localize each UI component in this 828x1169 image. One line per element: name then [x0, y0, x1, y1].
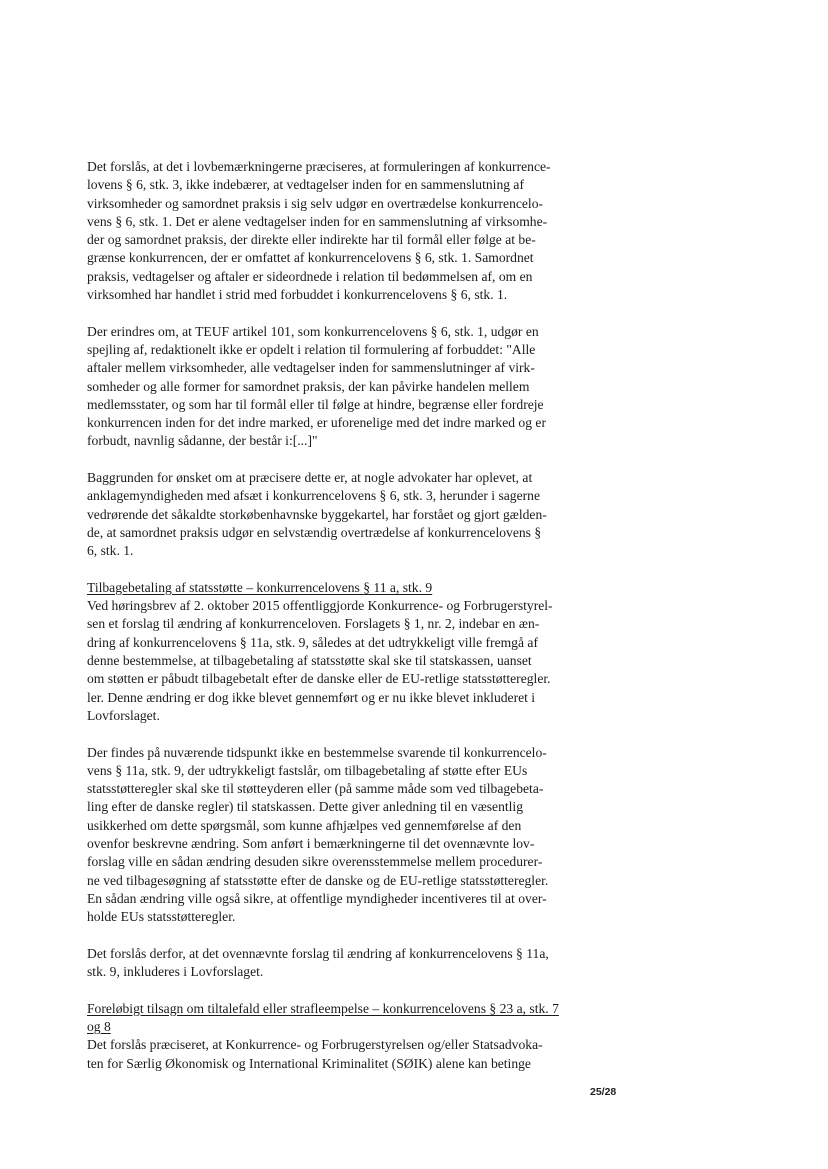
- paragraph-consultation-letter: Ved høringsbrev af 2. oktober 2015 offentliggjorde Konkurrence- og Forbrugerstyrel- sen et forslag til ændring af konkurrenceloven. Forslagets § 1, nr. 2, indebar en æn- dring af konkurrencelovens § 11a, stk. 9, således at det udtrykkeligt ville fremgå af denne bestemmelse, at tilbagebetaling af statsstøtte skal ske til statskassen, uanset om støtten er påbudt tilbagebetalt efter de danske eller de EU-retlige statsstøtteregler. ler. Denne ændring er dog ikke blevet gennemført og er nu ikke blevet inkluderet i Lovforslaget.: [87, 598, 553, 723]
- paragraph-proposal-inclusion: Det forslås derfor, at det ovennævnte forslag til ændring af konkurrencelovens § 11a, stk. 9, inkluderes i Lovforslaget.: [87, 945, 549, 980]
- section-heading-state-aid-repayment: Tilbagebetaling af statsstøtte – konkurrencelovens § 11 a, stk. 9: [87, 579, 433, 595]
- paragraph-soik-clarification: Det forslås præciseret, at Konkurrence- og Forbrugerstyrelsen og/eller Statsadvoka- ten for Særlig Økonomisk og International Kriminalitet (SØIK) alene kan betinge: [87, 1037, 543, 1071]
- paragraph-teuf-article-101: Der erindres om, at TEUF artikel 101, som konkurrencelovens § 6, stk. 1, udgør en spejling af, redaktionelt ikke er opdelt i relation til formulering af forbuddet: "Alle aftaler mellem virksomheder, alle vedtagelser inden for sammenslutninger af virk- somheder og alle former for samordnet praksis, der kan påvirke handelen mellem medlemsstater, og som har til formål eller til følge at hindre, begrænse eller fordreje konkurrencen inden for det indre marked, er uforenelige med det indre marked og er forbudt, navnlig sådanne, der består i:[...]": [87, 323, 546, 449]
- paragraph-background: Baggrunden for ønsket om at præcisere dette er, at nogle advokater har oplevet, at anklagemyndigheden med afsæt i konkurrencelovens § 6, stk. 3, herunder i sagerne vedrørende det såkaldte storkøbenhavnske byggekartel, har forstået og gjort gælden- de, at samordnet praksis udgør en selvstændig overtrædelse af konkurrencelovens § 6, stk. 1.: [87, 470, 547, 559]
- document-body: [87, 158, 607, 1073]
- section-heading-preliminary-commitment: Foreløbigt tilsagn om tiltalefald eller strafleempelse – konkurrencelovens § 23 a, stk. 7 og 8: [87, 1000, 559, 1034]
- paragraph-proposal-clarification: Det forslås, at det i lovbemærkningerne præciseres, at formuleringen af konkurrence- lovens § 6, stk. 3, ikke indebærer, at vedtagelser inden for en sammenslutning af virksomheder og samordnet praksis i sig selv udgør en overtrædelse konkurrencelo- vens § 6, stk. 1. Det er alene vedtagelser inden for en sammenslutning af virksomhe- der og samordnet praksis, der direkte eller indirekte har til formål eller følge at be- grænse konkurrencen, der er omfattet af konkurrencelovens § 6, stk. 1. Samordnet praksis, vedtagelser og aftaler er sideordnede i relation til bedømmelsen af, om en virksomhed har handlet i strid med forbuddet i konkurrencelovens § 6, stk. 1.: [87, 159, 551, 303]
- paragraph-current-provision: Der findes på nuværende tidspunkt ikke en bestemmelse svarende til konkurrencelo- vens § 11a, stk. 9, der udtrykkeligt fastslår, om tilbagebetaling af støtte efter EUs statsstøtteregler skal ske til støtteyderen eller (på samme måde som ved tilbagebeta- ling efter de danske regler) til statskassen. Dette giver anledning til en væsentlig usikkerhed om dette spørgsmål, som kunne afhjælpes ved gennemførelse af den ovenfor beskrevne ændring. Som anført i bemærkningerne til det ovennævnte lov- forslag ville en sådan ændring desuden sikre overensstemmelse mellem procedurer- ne ved tilbagesøgning af statsstøtte efter de danske og de EU-retlige statsstøtteregler. En sådan ændring ville også sikre, at offentlige myndigheder incentiveres til at over- holde EUs statsstøtteregler.: [87, 744, 549, 925]
- page-number: 25/28: [590, 1086, 617, 1098]
